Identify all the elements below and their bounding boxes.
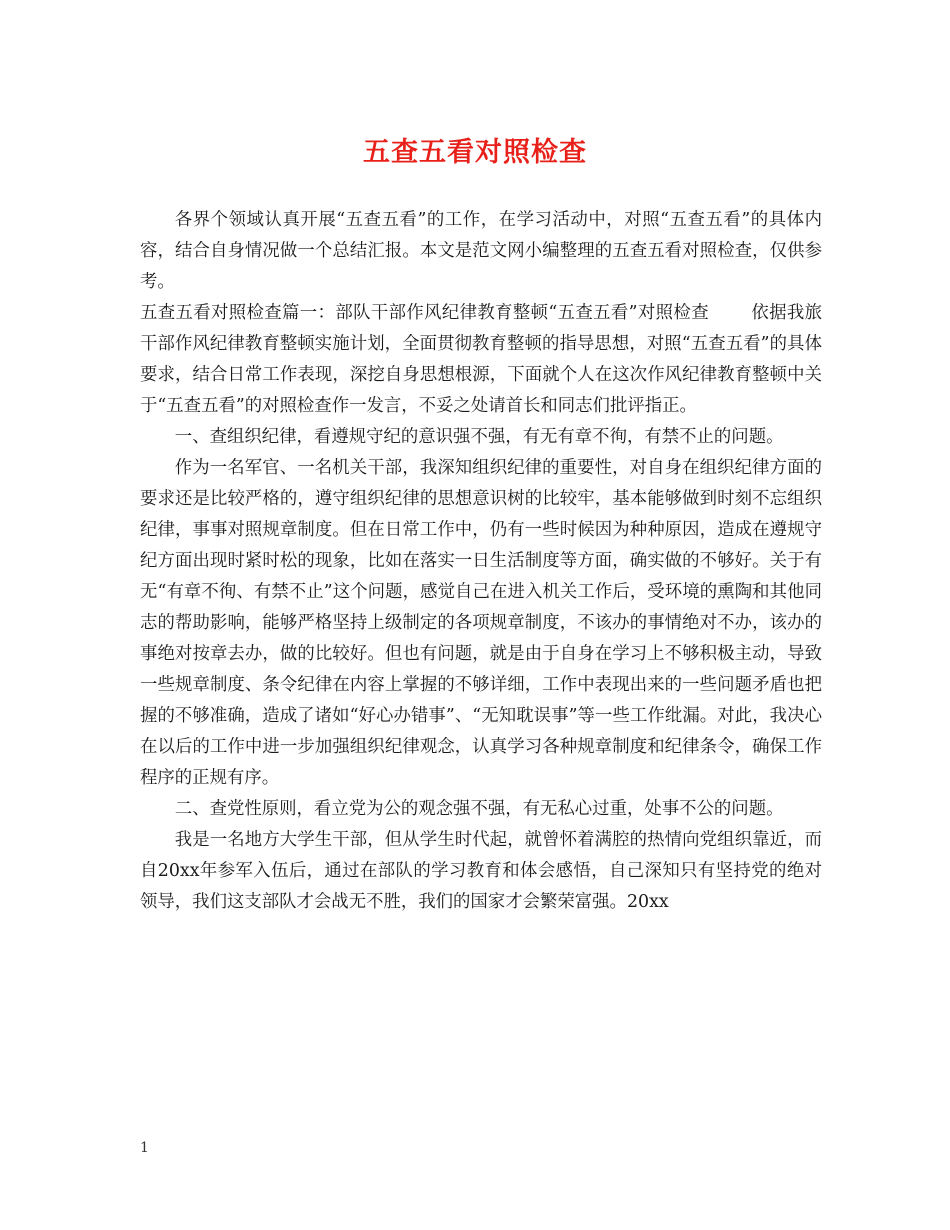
article-opening: 依据我旅干部作风纪律教育整顿实施计划，全面贯彻教育整顿的指导思想，对照“五查五看”的具体要求，结合日常工作表现，深挖自身思想根源，下面就个人在这次作风纪律教育整顿中关于“五查五看”的对照检查作一发言，不妥之处请首长和同志们批评指正。: [140, 303, 822, 416]
page-number: 1: [140, 1140, 149, 1156]
section2-heading: 二、查党性原则，看立党为公的观念强不强，有无私心过重，处事不公的问题。: [174, 799, 784, 819]
section1-heading: 一、查组织纪律，看遵规守纪的意识强不强，有无有章不徇，有禁不止的问题。: [174, 427, 784, 447]
article-heading: 五查五看对照检查篇一：部队干部作风纪律教育整顿“五查五看”对照检查: [140, 303, 709, 323]
document-title: 五查五看对照检查: [363, 137, 587, 168]
section2-body: 我是一名地方大学生干部，但从学生时代起，就曾怀着满腔的热情向党组织靠近，而自20xx年参军入伍后，通过在部队的学习教育和体会感悟，自己深知只有坚持党的绝对领导，我们这支部队才会战无不胜，我们的国家才会繁荣富强。20xx: [140, 830, 822, 912]
intro-paragraph: 各界个领域认真开展“五查五看”的工作，在学习活动中，对照“五查五看”的具体内容，结合自身情况做一个总结汇报。本文是范文网小编整理的五查五看对照检查，仅供参考。: [140, 210, 822, 292]
section1-body: 作为一名军官、一名机关干部，我深知组织纪律的重要性，对自身在组织纪律方面的要求还是比较严格的，遵守组织纪律的思想意识树的比较牢，基本能够做到时刻不忘组织纪律，事事对照规章制度。但在日常工作中，仍有一些时候因为种种原因，造成在遵规守纪方面出现时紧时松的现象，比如在落实一日生活制度等方面，确实做的不够好。关于有无“有章不徇、有禁不止”这个问题，感觉自己在进入机关工作后，受环境的熏陶和其他同志的帮助影响，能够严格坚持上级制定的各项规章制度，不该办的事情绝对不办，该办的事绝对按章去办，做的比较好。但也有问题，就是由于自身在学习上不够积极主动，导致一些规章制度、条令纪律在内容上掌握的不够详细，工作中表现出来的一些问题矛盾也把握的不够准确，造成了诸如“好心办错事”、“无知耽误事”等一些工作纰漏。对此，我决心在以后的工作中进一步加强组织纪律观念，认真学习各种规章制度和纪律条令，确保工作程序的正规有序。: [140, 458, 822, 788]
document-body: [140, 205, 822, 918]
article-paragraph: [140, 298, 822, 422]
